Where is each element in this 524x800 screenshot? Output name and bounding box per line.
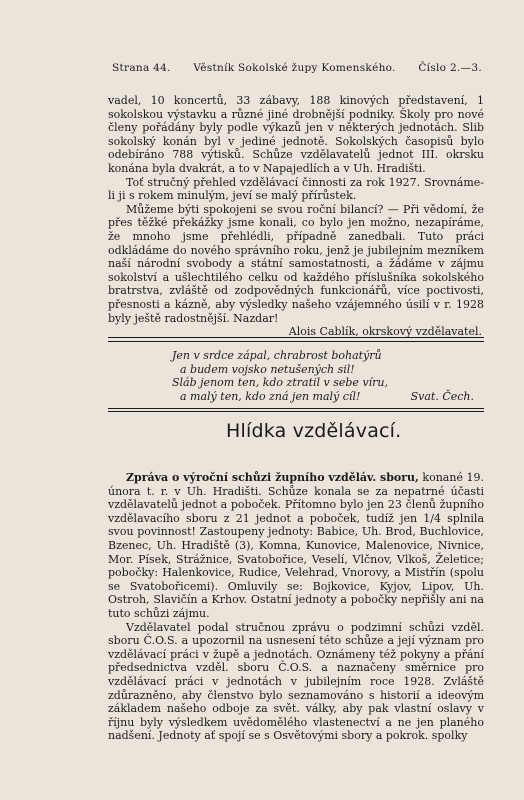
paragraph: Můžeme býti spokojeni se svou roční bilancí? — Při vědomí, že přes těžké překážky jsme konali, co bylo jen možno, nezapíráme, že mnoho jsme přehlédli, případně zanedbali. Tuto práci odkládáme do nového správního roku, jenž je jubilejním mezníkem naší národní svobody a státní samostatnosti, a žádáme v zájmu sokolství a ušlechtilého celku od každého příslušníka sokolského bratrstva, zvláště od zodpovědných funkcionářů, více poctivosti, přesnosti a kázně, aby výsledky našeho vzájemného úsilí v r. 1928 byly ještě radostnější. Nazdar! (108, 202, 484, 325)
report-continuation (108, 94, 484, 339)
poem-line: a budem vojsko netušených sil! (180, 362, 355, 376)
poem-line: a malý ten, kdo zná jen malý cíl! (180, 389, 361, 403)
poem-last-row (172, 390, 484, 404)
article-text: konané 19. února t. r. v Uh. Hradišti. Schůze konala se za nepatrné účasti vzdělavatelů jednot a poboček. Přítomno bylo jen 23 členů župního vzdělavacího sboru z 21 jednot a poboček, tudíž jen 1/4 splnila svou povinnost! Zastoupeny jednoty: Babice, Uh. Brod, Buchlovice, Bzenec, Uh. Hradiště (3), Komna, Kunovice, Malenovice, Nivnice, Mor. Písek, Strážnice, Svatobořice, Veselí, Vlčnov, Vlkoš, Želetice; pobočky: Halenkovice, Rudice, Velehrad, Vnorovy, a Mistřín (spolu se Svatobořicemi). Omluvily se: Bojkovice, Kyjov, Lipov, Uh. Ostroh, Slavičín a Krhov. Ostatní jednoty a pobočky nepřišly ani na tuto schůzi zájmu. (108, 471, 484, 620)
running-header (112, 62, 482, 74)
divider-rule (108, 341, 484, 342)
signature: Alois Cablík, okrskový vzdělavatel. (288, 325, 482, 339)
divider-rule (108, 411, 484, 412)
divider-rule (108, 337, 484, 338)
poem-line: Sláb jenom ten, kdo ztratil v sebe víru, (172, 376, 389, 390)
poem-line: Jen v srdce zápal, chrabrost bohatýrů (172, 349, 382, 362)
paragraph: Toť stručný přehled vzdělávací činnosti za rok 1927. Srovnáme-li ji s rokem minulým, jeví se malý přírůstek. (108, 175, 484, 203)
journal-title: Věstník Sokolské župy Komenského. (193, 62, 396, 74)
issue-number: Číslo 2.—3. (418, 62, 482, 74)
paragraph: vadel, 10 koncertů, 33 zábavy, 188 kinových představení, 1 sokolskou výstavku a různé jiné drobnější podniky. Školy pro nové členy pořádány byly podle výkazů jen v některých jednotách. Slib sokolský konán byl v jediné jednotě. Sokolských časopisů bylo odebíráno 788 výtisků. Schůze vzdělavatelů jednot III. okrsku konána byla dvakrát, a to v Napajedlích a v Uh. Hradišti. (108, 94, 484, 175)
poem-quote (172, 349, 484, 403)
page-number: Strana 44. (112, 62, 171, 74)
article-heading: Zpráva o výroční schůzi župního vzděláv. sboru, (126, 471, 419, 484)
divider-rule (108, 408, 484, 409)
article-body (108, 471, 484, 743)
paragraph (108, 471, 484, 621)
poem-author: Svat. Čech. (410, 389, 474, 403)
section-title: Hlídka vzdělávací. (226, 420, 402, 442)
paragraph: Vzdělavatel podal stručnou zprávu o podzimní schůzi vzděl. sboru Č.O.S. a upozornil na usnesení této schůze a její význam pro vzdělávací práci v župě a jednotách. Oznámeny též pokyny a přání předsednictva vzděl. sboru Č.O.S. a naznačeny směrnice pro vzdělávací práci v jednotách v jubilejním roce 1928. Zvláště zdůrazněno, aby členstvo bylo seznamováno s historií a ideovým základem našeho odboje za svět. války, aby pak vlastní oslavy v říjnu byly výsledkem uvědomělého vlastenectví a ne jen planého nadšení. Jednoty ať spojí se s Osvětovými sbory a pokrok. spolky (108, 620, 484, 743)
